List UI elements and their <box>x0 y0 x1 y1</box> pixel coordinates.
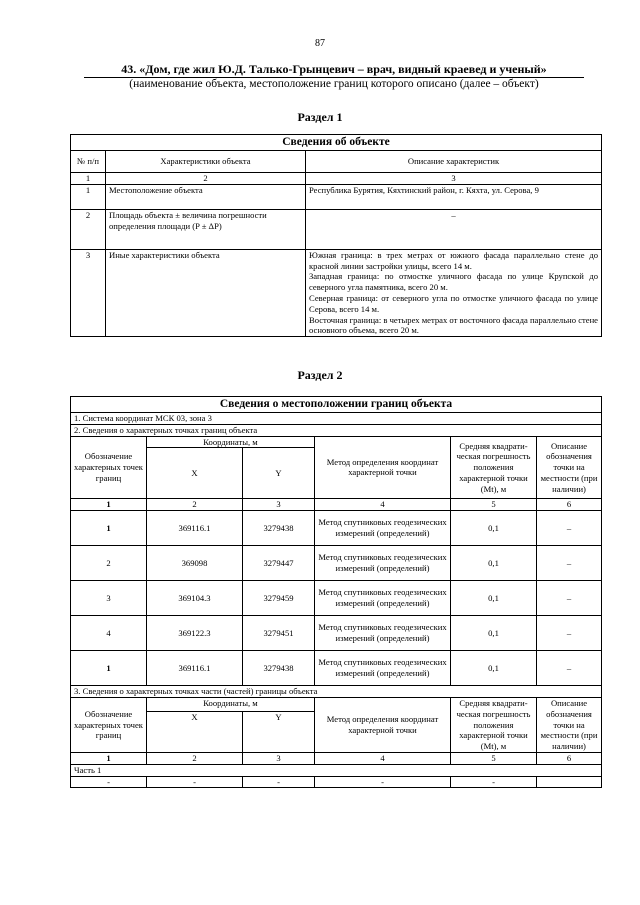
object-title: 43. «Дом, где жил Ю.Д. Талько-Грынцевич – врач, видный краевед и ученый» <box>121 62 547 76</box>
object-subtitle: (наименование объекта, местоположение границ которого описано (далее – объект) <box>129 78 539 90</box>
table-row <box>71 776 602 788</box>
characteristic-name: Местоположение объекта <box>106 184 306 209</box>
point-y: 3279447 <box>243 546 315 581</box>
header-row <box>71 151 602 173</box>
row-number: 1 <box>71 184 106 209</box>
row-number: 2 <box>71 209 106 249</box>
characteristic-name: Площадь объекта ± величина погрешности определения площади (P ± ΔP) <box>106 209 306 249</box>
col-number: 1 <box>71 499 147 511</box>
header-number: № п/п <box>71 151 106 173</box>
col-number: 5 <box>451 752 537 764</box>
point-method: Метод спутниковых геодезических измерений (определений) <box>315 511 451 546</box>
point-y: 3279438 <box>243 651 315 686</box>
row-number: 3 <box>71 249 106 336</box>
part-cell <box>537 776 602 788</box>
point-x: 369122.3 <box>147 616 243 651</box>
page-number: 87 <box>315 38 325 49</box>
col-number: 1 <box>71 752 147 764</box>
header-x: X <box>147 711 243 752</box>
point-description: – <box>537 581 602 616</box>
col-number: 1 <box>71 173 106 185</box>
north-boundary-text: Северная граница: от северного угла по отмостке уличного фасада по улице Серова, всего 14 м. <box>309 292 598 314</box>
header-method: Метод определения координат характерной точки <box>315 436 451 499</box>
column-number-row <box>71 173 602 185</box>
point-id: 1 <box>71 511 147 546</box>
points-heading-row <box>71 424 602 436</box>
point-y: 3279459 <box>243 581 315 616</box>
col-number: 6 <box>537 499 602 511</box>
point-y: 3279438 <box>243 511 315 546</box>
table-row <box>71 581 602 616</box>
point-id: 1 <box>71 651 147 686</box>
col-number: 4 <box>315 499 451 511</box>
point-x: 369098 <box>147 546 243 581</box>
col-number: 2 <box>147 499 243 511</box>
point-accuracy: 0,1 <box>451 511 537 546</box>
point-x: 369116.1 <box>147 511 243 546</box>
point-id: 4 <box>71 616 147 651</box>
characteristic-description <box>306 249 602 336</box>
east-boundary-text: Восточная граница: в четырех метрах от восточного фасада параллельно стене основного объема, всего 20 м. <box>309 314 598 336</box>
column-number-row <box>71 752 602 764</box>
part-cell: - <box>71 776 147 788</box>
column-number-row <box>71 499 602 511</box>
table-row <box>71 616 602 651</box>
col-number: 5 <box>451 499 537 511</box>
point-accuracy: 0,1 <box>451 546 537 581</box>
part-cell: - <box>147 776 243 788</box>
point-method: Метод спутниковых геодезических измерений (определений) <box>315 581 451 616</box>
col-number: 3 <box>243 499 315 511</box>
col-number: 6 <box>537 752 602 764</box>
point-method: Метод спутниковых геодезических измерений (определений) <box>315 651 451 686</box>
header-y: Y <box>243 448 315 499</box>
col-number: 3 <box>306 173 602 185</box>
header-method: Метод определения координат характерной точки <box>315 697 451 752</box>
boundary-table-title: Сведения о местоположении границ объекта <box>71 397 602 413</box>
table-row <box>71 209 602 249</box>
point-description: – <box>537 546 602 581</box>
point-method: Метод спутниковых геодезических измерений (определений) <box>315 616 451 651</box>
characteristic-name: Иные характеристики объекта <box>106 249 306 336</box>
point-accuracy: 0,1 <box>451 616 537 651</box>
header-characteristics: Характеристики объекта <box>106 151 306 173</box>
header-accuracy: Средняя квадрати-ческая погрешность положения характерной точки (Mt), м <box>451 697 537 752</box>
point-x: 369104.3 <box>147 581 243 616</box>
points-heading: 2. Сведения о характерных точках границ объекта <box>71 424 602 436</box>
col-number: 2 <box>106 173 306 185</box>
table-title-row <box>71 135 602 151</box>
point-description: – <box>537 616 602 651</box>
col-number: 4 <box>315 752 451 764</box>
point-description: – <box>537 511 602 546</box>
part-label-row <box>71 764 602 776</box>
header-description: Описание характеристик <box>306 151 602 173</box>
point-description: – <box>537 651 602 686</box>
header-designation: Обозначение характерных точек границ <box>71 697 147 752</box>
part-heading-row <box>71 686 602 698</box>
header-coords: Координаты, м <box>147 697 315 711</box>
header-coords: Координаты, м <box>147 436 315 448</box>
header-point-description: Описание обозначения точки на местности (при наличии) <box>537 697 602 752</box>
header-y: Y <box>243 711 315 752</box>
header-point-description: Описание обозначения точки на местности (при наличии) <box>537 436 602 499</box>
point-accuracy: 0,1 <box>451 581 537 616</box>
header-x: X <box>147 448 243 499</box>
point-method: Метод спутниковых геодезических измерений (определений) <box>315 546 451 581</box>
object-info-table <box>70 134 602 337</box>
table-row <box>71 249 602 336</box>
characteristic-description: – <box>306 209 602 249</box>
object-info-title: Сведения об объекте <box>71 135 602 151</box>
part-cell: - <box>243 776 315 788</box>
coord-system-row <box>71 413 602 425</box>
table-row <box>71 184 602 209</box>
point-accuracy: 0,1 <box>451 651 537 686</box>
coord-system: 1. Система координат МСК 03, зона 3 <box>71 413 602 425</box>
boundary-location-table <box>70 396 602 788</box>
part-cell: - <box>451 776 537 788</box>
header-accuracy: Средняя квадрати-ческая погрешность положения характерной точки (Mt), м <box>451 436 537 499</box>
header-designation: Обозначение характерных точек границ <box>71 436 147 499</box>
characteristic-description: Республика Бурятия, Кяхтинский район, г. Кяхта, ул. Серова, 9 <box>306 184 602 209</box>
col-number: 2 <box>147 752 243 764</box>
point-x: 369116.1 <box>147 651 243 686</box>
point-id: 3 <box>71 581 147 616</box>
header-row <box>71 697 602 711</box>
part-label: Часть 1 <box>71 764 602 776</box>
table-row <box>71 651 602 686</box>
part-heading: 3. Сведения о характерных точках части (частей) границы объекта <box>71 686 602 698</box>
table-row <box>71 546 602 581</box>
col-number: 3 <box>243 752 315 764</box>
table-row <box>71 511 602 546</box>
header-row <box>71 436 602 448</box>
table-title-row <box>71 397 602 413</box>
part-cell: - <box>315 776 451 788</box>
south-boundary-text: Южная граница: в трех метрах от южного фасада параллельно стене до красной линии застройки улицы, всего 14 м. <box>309 249 598 271</box>
point-id: 2 <box>71 546 147 581</box>
section1-heading: Раздел 1 <box>297 110 343 124</box>
point-y: 3279451 <box>243 616 315 651</box>
section2-heading: Раздел 2 <box>297 368 343 382</box>
west-boundary-text: Западная граница: по отмостке уличного фасада по улице Крупской до северного угла памятника, всего 20 м. <box>309 271 598 293</box>
